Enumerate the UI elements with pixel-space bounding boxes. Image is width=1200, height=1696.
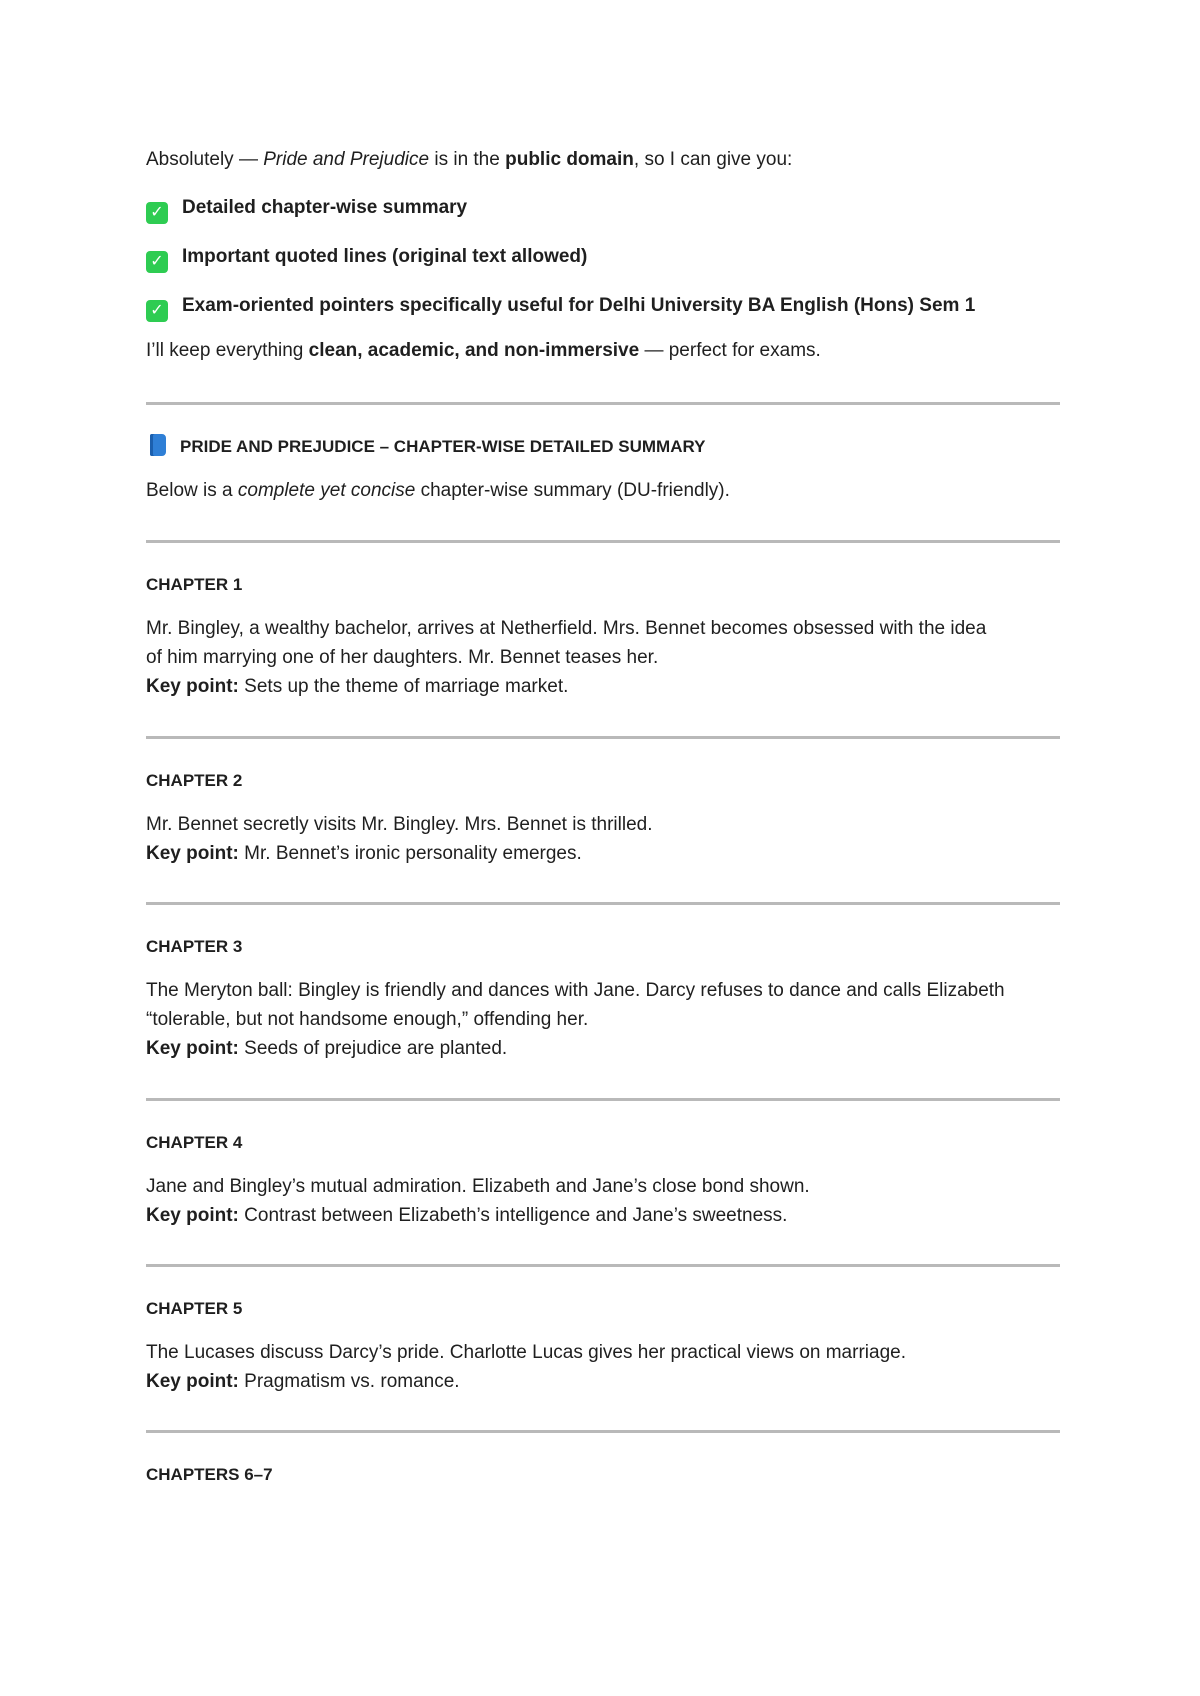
key-point-text: Contrast between Elizabeth’s intelligence and Jane’s sweetness.: [238, 1205, 788, 1226]
section-description: [146, 479, 730, 503]
key-point-label: Key point:: [146, 1371, 239, 1392]
key-point-text: Pragmatism vs. romance.: [238, 1371, 460, 1392]
chapter-text-line: “tolerable, but not handsome enough,” offending her.: [146, 1009, 589, 1030]
intro-text: , so I can give you:: [633, 149, 793, 170]
section-heading: [146, 434, 705, 459]
checklist-item: [146, 196, 467, 224]
keep-text: I’ll keep everything: [146, 340, 309, 361]
keep-emphasis: clean, academic, and non-immersive: [308, 340, 640, 361]
key-point-label: Key point:: [146, 1038, 239, 1059]
chapter-text-line: The Lucases discuss Darcy’s pride. Charlotte Lucas gives her practical views on marriage.: [146, 1342, 906, 1363]
divider: [146, 402, 1060, 405]
book-title: Pride and Prejudice: [263, 149, 430, 170]
divider: [146, 902, 1060, 905]
key-point-text: Sets up the theme of marriage market.: [238, 676, 569, 697]
chapter-key-point: [146, 675, 568, 699]
public-domain-text: public domain: [505, 149, 634, 170]
chapter-heading: CHAPTER 3: [146, 937, 243, 956]
intro-text: Absolutely —: [146, 149, 264, 170]
intro-paragraph: [146, 148, 792, 172]
checklist-item: [146, 294, 975, 322]
chapter-text-line: Jane and Bingley’s mutual admiration. Elizabeth and Jane’s close bond shown.: [146, 1176, 810, 1197]
chapter-heading: CHAPTER 4: [146, 1133, 243, 1152]
checklist-label: Detailed chapter-wise summary: [182, 197, 468, 218]
check-icon: ✓: [146, 251, 168, 273]
checklist-label: Important quoted lines (original text allowed): [182, 246, 588, 267]
check-icon: ✓: [146, 202, 168, 224]
chapter-text-line: of him marrying one of her daughters. Mr. Bennet teases her.: [146, 647, 659, 668]
chapter-heading: CHAPTER 5: [146, 1299, 243, 1318]
book-icon: [150, 434, 166, 456]
check-icon: ✓: [146, 300, 168, 322]
key-point-text: Seeds of prejudice are planted.: [238, 1038, 508, 1059]
keep-paragraph: [146, 339, 821, 363]
chapter-key-point: [146, 1204, 787, 1228]
chapter-key-point: [146, 1370, 460, 1394]
key-point-label: Key point:: [146, 1205, 239, 1226]
checklist-item: [146, 245, 587, 273]
checklist-label: Exam-oriented pointers specifically useful for Delhi University BA English (Hons) Sem 1: [182, 295, 976, 316]
divider: [146, 736, 1060, 739]
chapter-heading: CHAPTERS 6–7: [146, 1465, 273, 1484]
divider: [146, 540, 1060, 543]
key-point-label: Key point:: [146, 843, 239, 864]
chapter-text-line: The Meryton ball: Bingley is friendly and dances with Jane. Darcy refuses to dance and calls Elizabeth: [146, 980, 1005, 1001]
chapter-text-line: Mr. Bennet secretly visits Mr. Bingley. Mrs. Bennet is thrilled.: [146, 814, 653, 835]
divider: [146, 1430, 1060, 1433]
section-desc-text: chapter-wise summary (DU-friendly).: [415, 480, 730, 501]
chapter-key-point: [146, 1037, 507, 1061]
section-desc-text: Below is a: [146, 480, 238, 501]
chapter-heading: CHAPTER 1: [146, 575, 243, 594]
divider: [146, 1264, 1060, 1267]
keep-text: — perfect for exams.: [639, 340, 821, 361]
key-point-text: Mr. Bennet’s ironic personality emerges.: [238, 843, 582, 864]
section-title: PRIDE AND PREJUDICE – CHAPTER-WISE DETAILED SUMMARY: [180, 437, 706, 456]
intro-text: is in the: [429, 149, 506, 170]
divider: [146, 1098, 1060, 1101]
chapter-text-line: Mr. Bingley, a wealthy bachelor, arrives at Netherfield. Mrs. Bennet becomes obsessed with the idea: [146, 618, 987, 639]
section-desc-emphasis: complete yet concise: [237, 480, 416, 501]
key-point-label: Key point:: [146, 676, 239, 697]
chapter-key-point: [146, 842, 582, 866]
chapter-heading: CHAPTER 2: [146, 771, 243, 790]
